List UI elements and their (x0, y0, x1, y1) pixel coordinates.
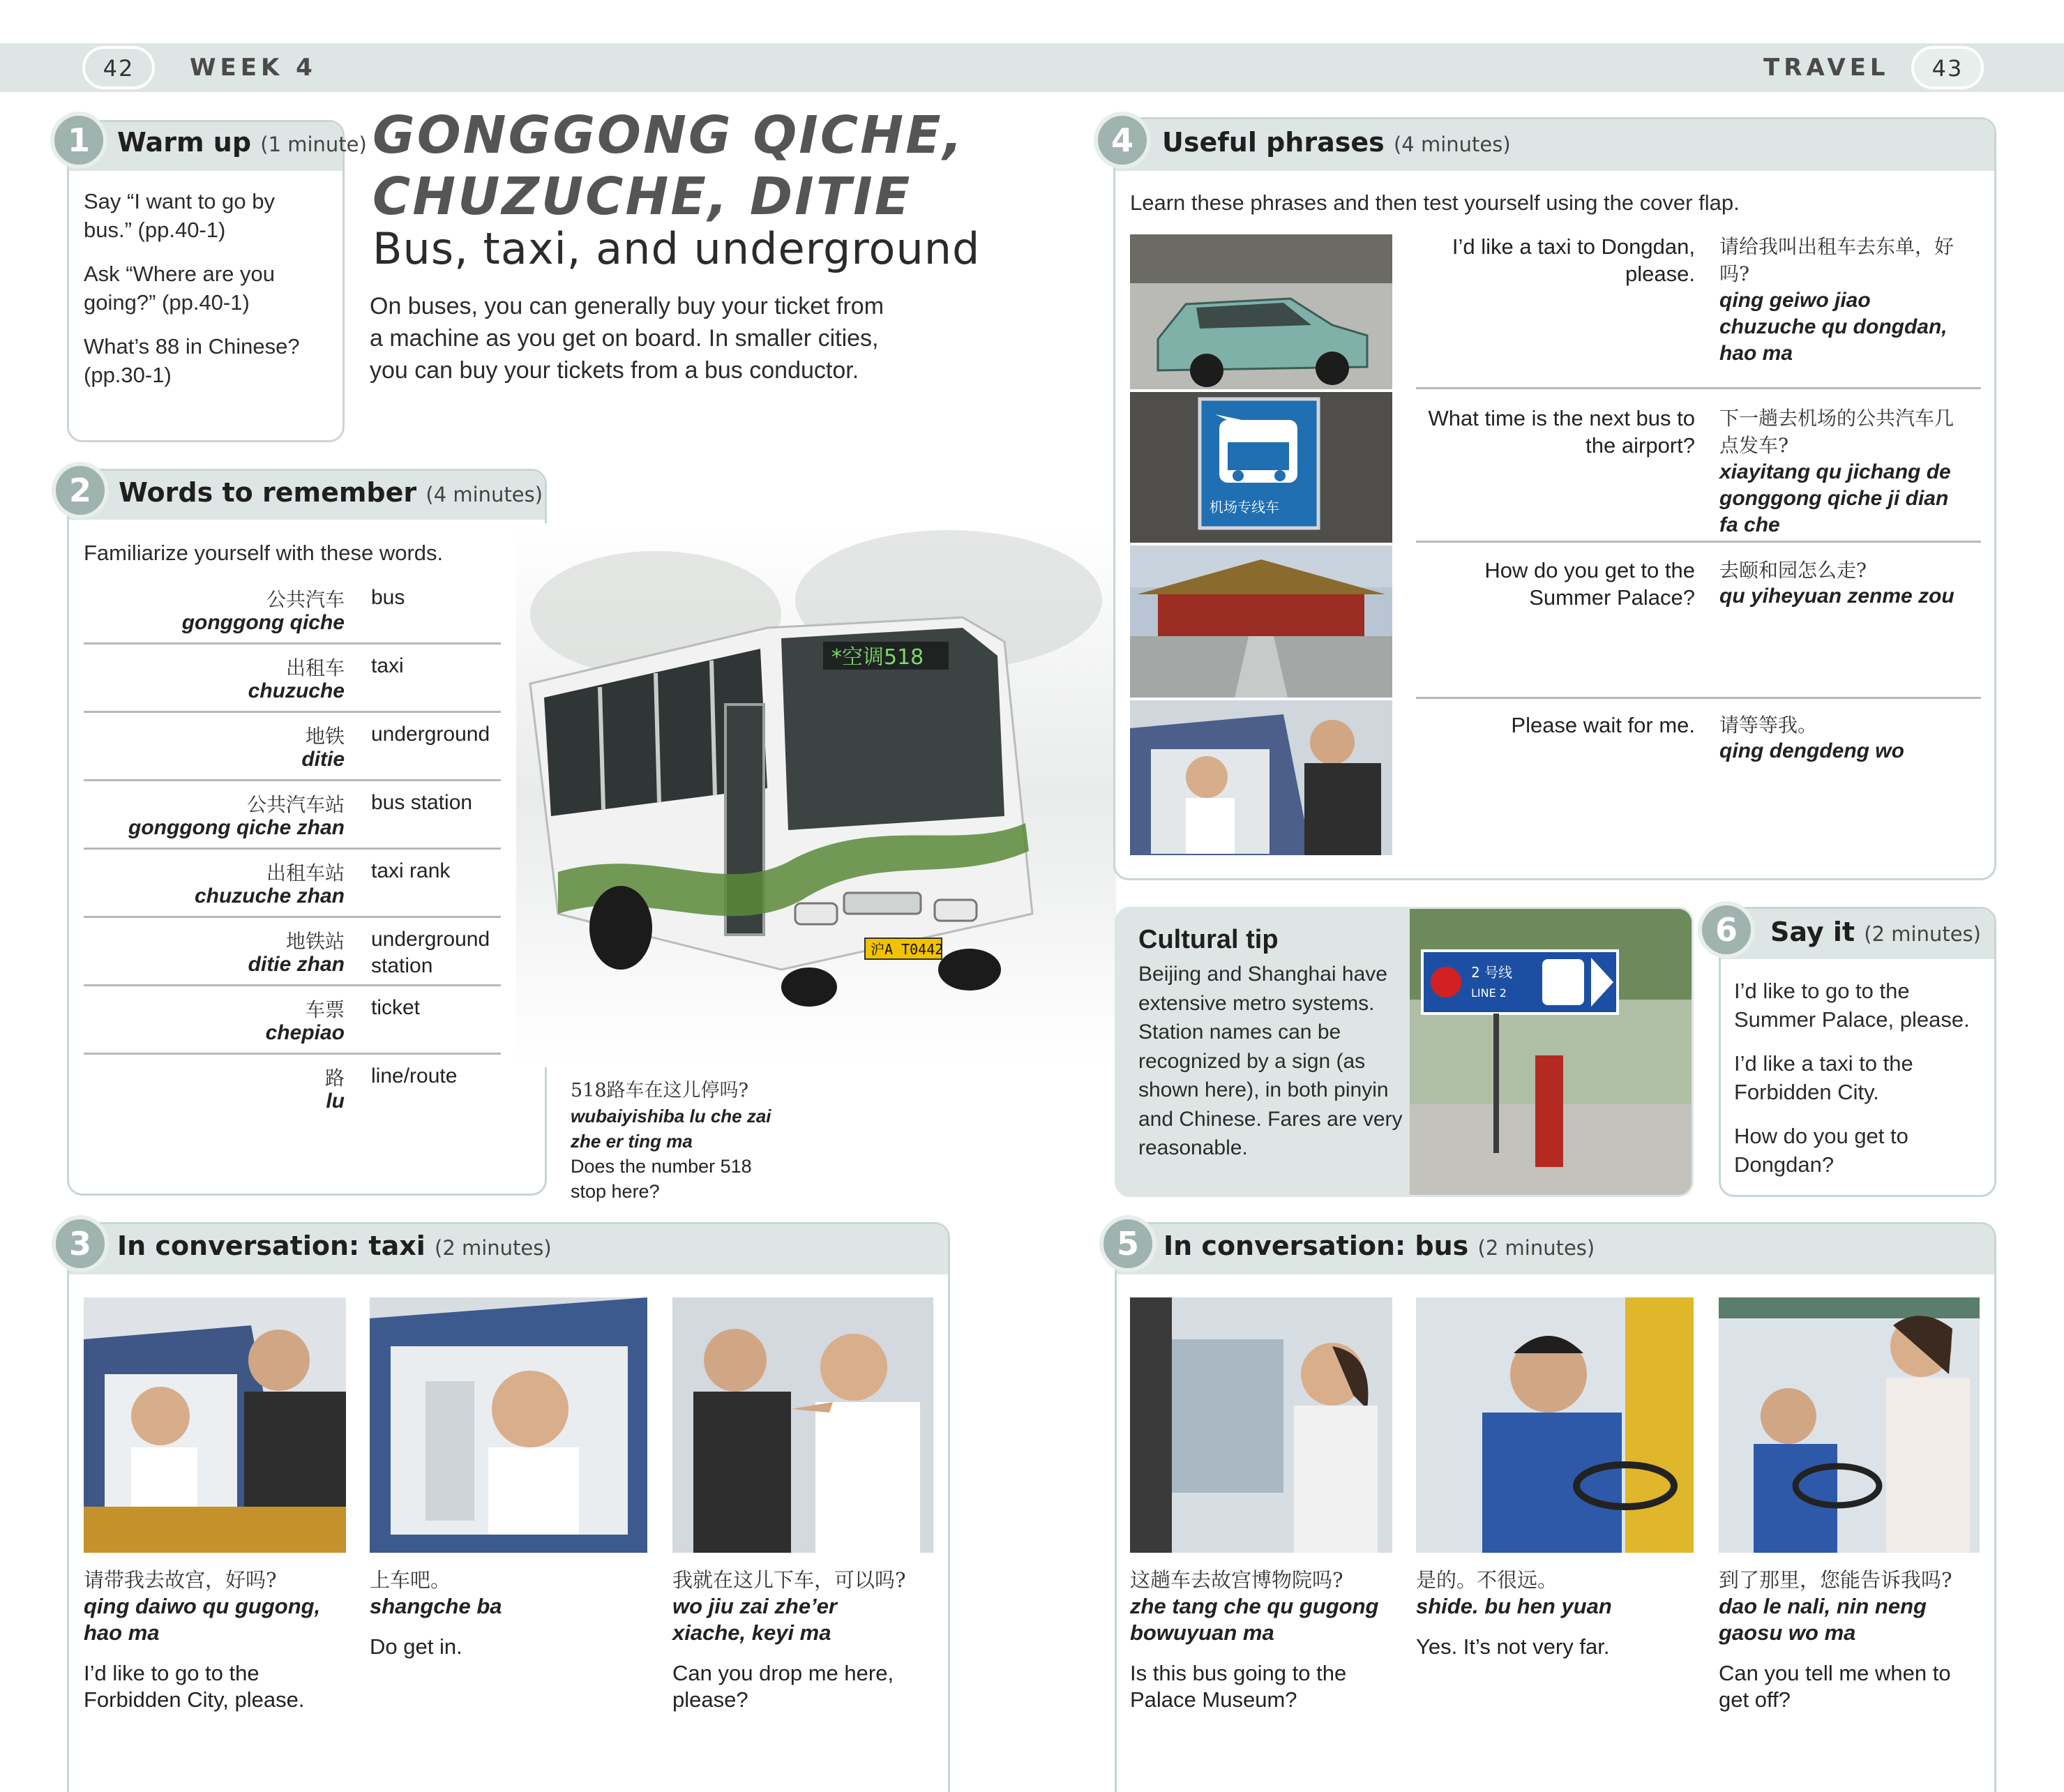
section-number-6: 6 (1698, 901, 1755, 958)
phrase-row (1416, 551, 1981, 699)
word-row (84, 986, 501, 1055)
phrase-hanzi: 请等等我。 (1719, 714, 1818, 737)
bus-photo (516, 523, 1116, 1067)
taxi-panel-hanzi: 请带我去故宫，好吗? (84, 1568, 277, 1592)
word-pinyin: ditie (301, 748, 345, 771)
page-subtitle: Bus, taxi, and underground (372, 223, 981, 274)
word-english: taxi (371, 654, 404, 677)
phrase-row (1416, 706, 1981, 845)
bus-panel-pinyin: zhe tang che qu gugong bowuyuan ma (1130, 1594, 1379, 1645)
phrase-row (1416, 399, 1981, 543)
bus-panel-hanzi: 到了那里，您能告诉我吗? (1719, 1568, 1952, 1592)
word-hanzi: 地铁 (305, 725, 345, 748)
word-row (84, 781, 501, 850)
bus-panel-english: Can you tell me when to get off? (1719, 1661, 1951, 1712)
word-hanzi: 出租车 (285, 656, 345, 679)
phrase-row (1416, 227, 1981, 389)
bus-convo-photo-1 (1130, 1297, 1392, 1553)
section-number-3: 3 (52, 1215, 109, 1272)
word-hanzi: 车票 (305, 998, 345, 1021)
phrase-english: What time is the next bus to the airport? (1428, 406, 1695, 458)
week-label: WEEK 4 (190, 54, 317, 82)
word-hanzi: 公共汽车站 (246, 793, 345, 816)
taxi-panel-english: Can you drop me here, please? (672, 1661, 894, 1712)
taxi-driver-photo (1130, 700, 1392, 855)
taxi-convo-photo-2 (370, 1297, 647, 1553)
phrase-pinyin: qing dengdeng wo (1719, 739, 1904, 762)
taxi-panel-hanzi: 我就在这儿下车，可以吗? (672, 1568, 906, 1592)
word-english: underground station (371, 928, 490, 977)
phrase-hanzi: 请给我叫出租车去东单，好吗? (1719, 235, 1954, 285)
airport-bus-sign-photo (1130, 392, 1392, 543)
bus-convo-photo-3 (1719, 1297, 1980, 1553)
word-pinyin: gonggong qiche (181, 611, 345, 634)
phrase-english: I’d like a taxi to Dongdan, please. (1452, 234, 1695, 286)
word-row (84, 1055, 501, 1123)
warm-up-item: Ask “Where are you going?” (pp.40-1) (84, 262, 275, 315)
word-hanzi: 出租车站 (266, 861, 345, 884)
taxi-panel-pinyin: shangche ba (370, 1594, 502, 1618)
bus-panel-hanzi: 这趟车去故宫博物院吗? (1130, 1568, 1343, 1592)
phrase-english: Please wait for me. (1511, 713, 1695, 737)
phrase-pinyin: qu yiheyuan zenme zou (1719, 585, 1954, 608)
phrases-title: Useful phrases (4 minutes) (1162, 127, 1511, 158)
destination-sign: *空调518 (831, 645, 924, 670)
word-english: line/route (371, 1064, 458, 1087)
section-number-5: 5 (1099, 1215, 1157, 1272)
taxi-panel-pinyin: wo jiu zai zhe’er xiache, keyi ma (672, 1594, 837, 1645)
section-number-1: 1 (50, 112, 107, 169)
say-it-item: I’d like a taxi to the Forbidden City. (1734, 1051, 1913, 1104)
bus-caption-english: Does the number 518 stop here? (571, 1156, 752, 1202)
taxi-photo (1130, 234, 1392, 389)
airport-sign-text: 机场专线车 (1210, 499, 1279, 515)
word-row (84, 850, 501, 918)
say-it-item: I’d like to go to the Summer Palace, please. (1734, 979, 1970, 1032)
word-pinyin: chuzuche (248, 679, 345, 702)
warm-up-item: Say “I want to go by bus.” (pp.40-1) (84, 189, 275, 242)
word-pinyin: chuzuche zhan (194, 884, 345, 908)
word-hanzi: 地铁站 (285, 930, 345, 953)
word-row (84, 645, 501, 713)
page-title: GONGGONG QICHE, CHUZUCHE, DITIE (372, 105, 965, 227)
bus-caption-hanzi: 518路车在这儿停吗? (571, 1080, 749, 1101)
section-number-2: 2 (52, 462, 109, 519)
phrase-english: How do you get to the Summer Palace? (1484, 558, 1695, 610)
word-english: ticket (371, 996, 421, 1019)
metro-line-label: 2 号线 (1471, 964, 1513, 981)
metro-sign-photo (1410, 909, 1694, 1197)
summer-palace-photo (1130, 545, 1392, 698)
taxi-panel-english: Do get in. (370, 1634, 462, 1659)
word-row (84, 713, 501, 781)
say-it-item: How do you get to Dongdan? (1734, 1124, 1908, 1177)
topic-label: TRAVEL (1763, 54, 1890, 82)
section-number-4: 4 (1094, 112, 1151, 169)
word-pinyin: chepiao (265, 1021, 345, 1044)
taxi-panel-hanzi: 上车吧。 (370, 1568, 451, 1592)
bus-panel-hanzi: 是的。不很远。 (1416, 1568, 1558, 1592)
warm-up-item: What’s 88 in Chinese? (pp.30-1) (84, 334, 300, 387)
words-intro: Familiarize yourself with these words. (84, 541, 444, 565)
words-title: Words to remember (4 minutes) (119, 477, 543, 508)
word-row (84, 576, 501, 645)
cultural-tip-text: Beijing and Shanghai have extensive metro systems. Station names can be recognized by a sign (as shown here), in both pinyin and Chinese. Fares are very reasonable. (1138, 963, 1403, 1159)
say-it-title: Say it (2 minutes) (1770, 917, 1981, 947)
word-pinyin: gonggong qiche zhan (128, 816, 345, 839)
word-pinyin: lu (326, 1090, 345, 1113)
bus-caption-pinyin: wubaiyishiba lu che zai zhe er ting ma (571, 1106, 771, 1152)
warm-up-title: Warm up (1 minute) (117, 127, 367, 158)
word-row (84, 918, 501, 986)
word-hanzi: 公共汽车 (266, 588, 345, 611)
phrase-hanzi: 去颐和园怎么走? (1719, 559, 1867, 582)
license-plate: 沪A T0442 (871, 941, 944, 958)
taxi-convo-photo-3 (672, 1297, 933, 1553)
bus-panel-pinyin: shide. bu hen yuan (1416, 1594, 1612, 1618)
word-english: underground (371, 723, 490, 746)
convo-taxi-title: In conversation: taxi (2 minutes) (117, 1230, 552, 1261)
word-english: taxi rank (371, 859, 451, 882)
taxi-panel-english: I’d like to go to the Forbidden City, please. (84, 1661, 305, 1712)
phrase-hanzi: 下一趟去机场的公共汽车几点发车? (1719, 407, 1954, 457)
phrase-pinyin: xiayitang qu jichang de gonggong qiche ji dian fa che (1719, 460, 1951, 536)
word-hanzi: 路 (324, 1067, 345, 1090)
word-pinyin: ditie zhan (248, 953, 345, 976)
word-english: bus (371, 586, 405, 609)
intro-text: On buses, you can generally buy your ticket from a machine as you get on board. In smaller cities, you can buy your tickets from a bus conductor. (370, 293, 884, 384)
right-page-number: 43 (1911, 46, 1984, 89)
taxi-convo-photo-1 (84, 1297, 346, 1553)
phrase-pinyin: qing geiwo jiao chuzuche qu dongdan, hao ma (1719, 289, 1948, 365)
phrases-intro: Learn these phrases and then test yourself using the cover flap. (1130, 190, 1740, 215)
bus-panel-pinyin: dao le nali, nin neng gaosu wo ma (1719, 1594, 1927, 1645)
left-page-number: 42 (82, 46, 155, 89)
convo-bus-title: In conversation: bus (2 minutes) (1163, 1230, 1595, 1261)
metro-line-english: LINE 2 (1471, 986, 1507, 1000)
taxi-panel-pinyin: qing daiwo qu gugong, hao ma (84, 1594, 321, 1645)
bus-panel-english: Is this bus going to the Palace Museum? (1130, 1661, 1347, 1712)
word-english: bus station (371, 791, 473, 814)
cultural-tip-title: Cultural tip (1138, 925, 1279, 954)
bus-convo-photo-2 (1416, 1297, 1694, 1553)
bus-panel-english: Yes. It’s not very far. (1416, 1634, 1610, 1659)
